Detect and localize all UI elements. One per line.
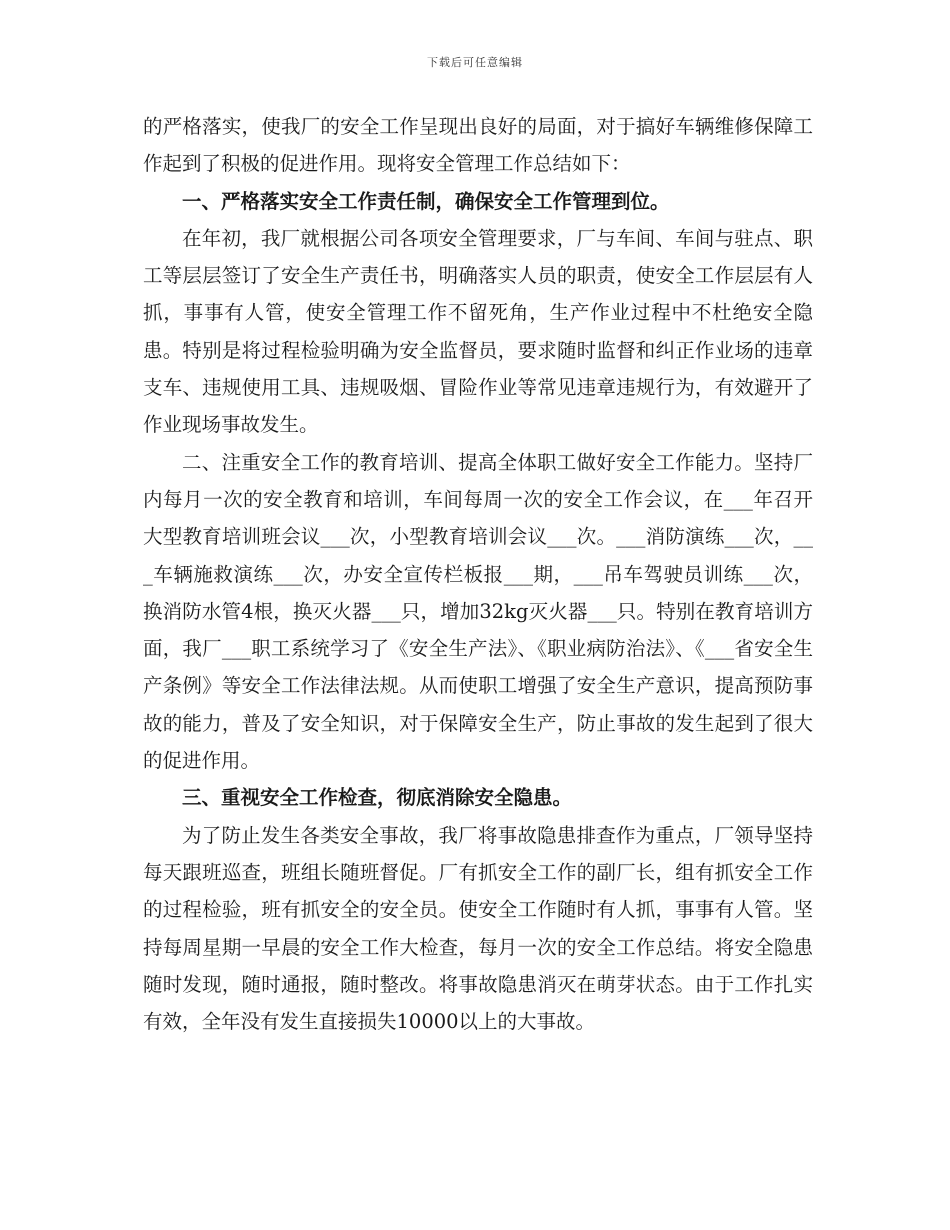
section-1-paragraph: 在年初，我厂就根据公司各项安全管理要求，厂与车间、车间与驻点、职工等层层签订了安全生产责任书，明确落实人员的职责，使安全工作层层有人抓，事事有人管，使安全管理工作不留死角，生产作业过程中不杜绝安全隐患。特别是将过程检验明确为安全监督员，要求随时监督和纠正作业场的违章支车、违规使用工具、违规吸烟、冒险作业等常见违章违规行为，有效避开了作业现场事故发生。 — [143, 226, 813, 437]
section-2-paragraph: 二、注重安全工作的教育培训、提高全体职工做好安全工作能力。坚持厂内每月一次的安全教育和培训，车间每周一次的安全工作会议，在___年召开大型教育培训班会议___次，小型教育培训会议___次。___消防演练___次，___车辆施救演练___次，办安全宣传栏板报___期，___吊车驾驶员训练___次，换消防水管4根，换灭火器___只，增加32kg灭火器___只。特别在教育培训方面，我厂___职工系统学习了《安全生产法》、《职业病防治法》、《___省安全生产条例》等安全工作法律法规。从而使职工增强了安全生产意识，提高预防事故的能力，普及了安全知识，对于保障安全生产，防止事故的发生起到了很大的促进作用。 — [143, 450, 813, 773]
section-1-heading: 一、严格落实安全工作责任制，确保安全工作管理到位。 — [182, 189, 670, 213]
page-header: 下载后可任意编辑 — [427, 56, 523, 69]
document-body — [143, 108, 813, 1040]
section-3-paragraph: 为了防止发生各类安全事故，我厂将事故隐患排查作为重点，厂领导坚持每天跟班巡查，班组长随班督促。厂有抓安全工作的副厂长，组有抓安全工作的过程检验，班有抓安全的安全员。使安全工作随时有人抓，事事有人管。坚持每周星期一早晨的安全工作大检查，每月一次的安全工作总结。将安全隐患随时发现，随时通报，随时整改。将事故隐患消灭在萌芽状态。由于工作扎实有效，全年没有发生直接损失10000以上的大事故。 — [143, 823, 813, 1034]
section-3-heading: 三、重视安全工作检查，彻底消除安全隐患。 — [182, 786, 573, 810]
intro-paragraph: 的严格落实，使我厂的安全工作呈现出良好的局面，对于搞好车辆维修保障工作起到了积极的促进作用。现将安全管理工作总结如下： — [143, 115, 813, 176]
